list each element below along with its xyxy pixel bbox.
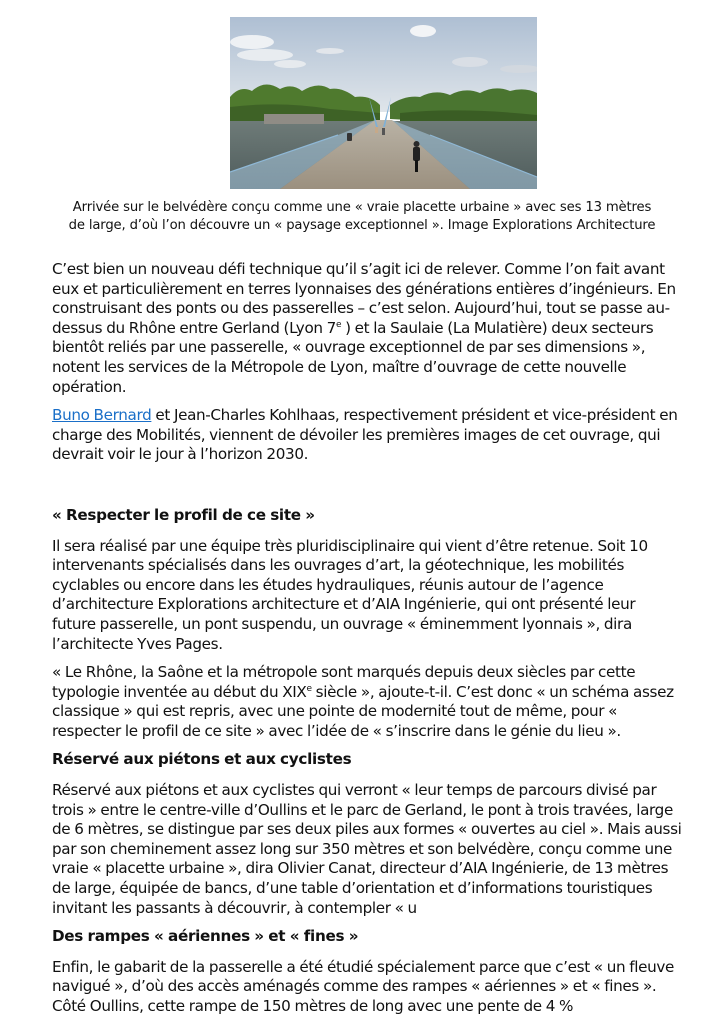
caption-line-2: de large, d’où l’on découvre un « paysage exceptionnel ». Image Explorations Architecture xyxy=(68,218,656,233)
section-heading-pietons-cyclistes: Réservé aux piétons et aux cyclistes xyxy=(52,750,352,769)
intro-paragraph-2: Buno Bernard et Jean-Charles Kohlhaas, respectivement président et vice-président en charge des Mobilités, viennent de dévoiler les premières images de cet ouvrage, qui devrait voir le jour à l’horizon 2030. xyxy=(52,406,678,464)
intro-paragraph-1: C’est bien un nouveau défi technique qu’il s’agit ici de relever. Comme l’on fait avant eux et particulièrement en terres lyonnaises des générations entières d’ingénieurs. En construisant des ponts ou des passerelles – c’est selon. Aujourd’hui, tout se passe au-dessus du Rhône entre Gerland (Lyon 7e ) et la Saulaie (La Mulatière) deux secteurs bientôt reliés par une passerelle, « ouvrage exceptionnel de par ses dimensions », notent les services de la Métropole de Lyon, maître d’ouvrage de cette nouvelle opération. xyxy=(52,260,676,396)
section2-paragraph-1: Réservé aux piétons et aux cyclistes qui verront « leur temps de parcours divisé par trois » entre le centre-ville d’Oullins et le parc de Gerland, le pont à trois travées, large de 6 mètres, se distingue par ses deux piles aux formes « ouvertes au ciel ». Mais aussi par son cheminement assez long sur 350 mètres et son belvédère, conçu comme une vraie « placette urbaine », dira Olivier Canat, directeur d’AIA Ingénierie, de 13 mètres de large, équipée de bancs, d’une table d’orientation et d’informations touristiques invitant les passants à découvrir, à contempler « u xyxy=(52,781,682,917)
section-heading-respecter-profil: « Respecter le profil de ce site » xyxy=(52,505,315,524)
bruno-bernard-link[interactable]: Buno Bernard xyxy=(52,406,152,425)
section-spacer xyxy=(52,474,682,506)
article-body xyxy=(52,260,682,1026)
section1-paragraph-2: « Le Rhône, la Saône et la métropole sont marqués depuis deux siècles par cette typologie inventée au début du XIXe siècle », ajoute-t-il. C’est donc « un schéma assez classique » qui est repris, avec une pointe de modernité tout de même, pour « respecter le profil de ce site » avec l’idée de « s’inscrire dans le génie du lieu ». xyxy=(52,663,674,740)
bridge-rendering-image xyxy=(230,17,537,189)
image-caption xyxy=(30,199,694,235)
section3-paragraph-1: Enfin, le gabarit de la passerelle a été étudié spécialement parce que c’est « un fleuve navigué », d’où des accès aménagés comme des rampes « aériennes » et « fines ». Côté Oullins, cette rampe de 150 mètres de long avec une pente de 4 % xyxy=(52,957,674,1015)
section1-paragraph-1: Il sera réalisé par une équipe très pluridisciplinaire qui vient d’être retenue. Soit 10 intervenants spécialisés dans les ouvrages d’art, la géotechnique, les mobilités cyclables ou encore dans les études hydrauliques, réunis autour de l’agence d’architecture Explorations architecture et d’AIA Ingénierie, qui ont présenté leur future passerelle, un pont suspendu, un ouvrage « éminemment lyonnais », dira l’architecte Yves Pages. xyxy=(52,536,648,653)
superscript: e xyxy=(335,319,342,330)
caption-line-1: Arrivée sur le belvédère conçu comme une « vraie placette urbaine » avec ses 13 mètres xyxy=(72,200,652,215)
bridge-illustration xyxy=(230,17,537,189)
superscript: e xyxy=(306,683,312,694)
section-heading-rampes: Des rampes « aériennes » et « fines » xyxy=(52,927,359,946)
